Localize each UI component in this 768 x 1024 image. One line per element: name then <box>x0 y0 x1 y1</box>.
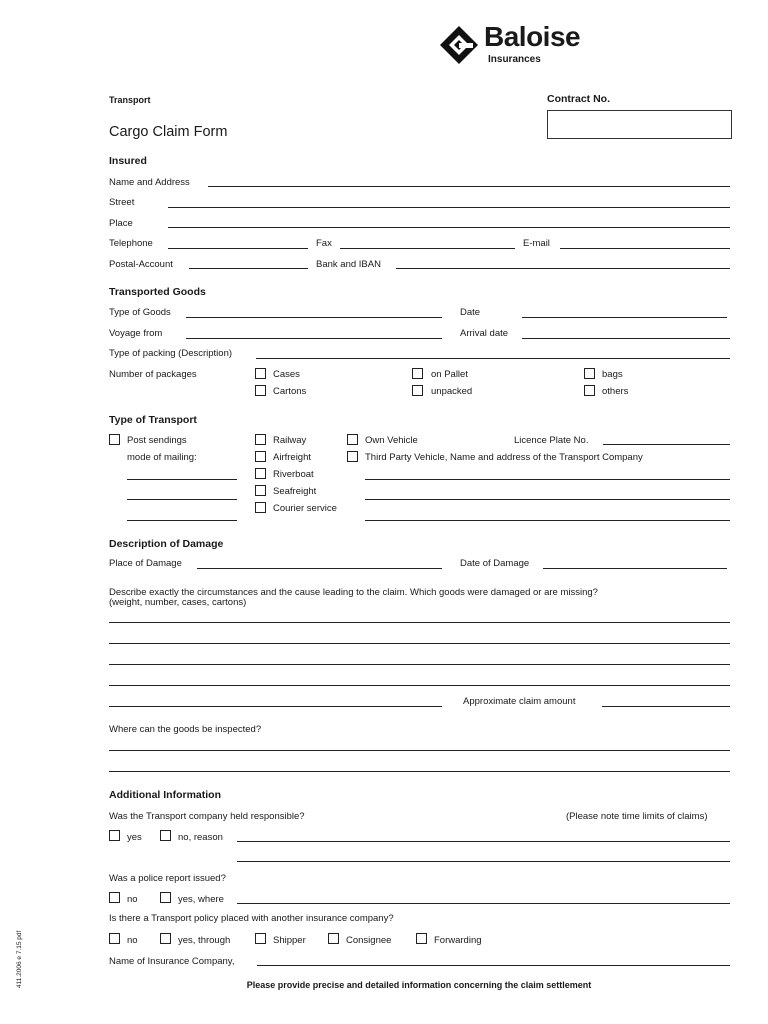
postal-account-field[interactable] <box>189 268 308 269</box>
licence-plate-field[interactable] <box>603 444 730 445</box>
name-address-label: Name and Address <box>109 177 190 188</box>
email-label: E-mail <box>523 238 550 249</box>
q3-no-label: no <box>127 935 138 946</box>
forwarding-checkbox[interactable] <box>416 933 427 944</box>
post-sendings-label: Post sendings <box>127 435 187 446</box>
q3-no-checkbox[interactable] <box>109 933 120 944</box>
telephone-label: Telephone <box>109 238 153 249</box>
goods-heading: Transported Goods <box>109 286 206 298</box>
transport-company-field-3[interactable] <box>365 520 730 521</box>
contract-label: Contract No. <box>547 93 610 105</box>
logo-subtitle: Insurances <box>488 54 541 65</box>
description-line-4[interactable] <box>109 685 730 686</box>
own-vehicle-checkbox[interactable] <box>347 434 358 445</box>
place-of-damage-label: Place of Damage <box>109 558 182 569</box>
description-line-2[interactable] <box>109 643 730 644</box>
own-vehicle-label: Own Vehicle <box>365 435 418 446</box>
street-field[interactable] <box>168 207 730 208</box>
form-category: Transport <box>109 95 151 105</box>
q2-label: Was a police report issued? <box>109 873 226 884</box>
type-of-goods-label: Type of Goods <box>109 307 171 318</box>
reason-field-1[interactable] <box>237 841 730 842</box>
page-title: Cargo Claim Form <box>109 124 228 140</box>
form-code: 411.2006 e 7.15 pdf <box>16 930 23 988</box>
mailing-field-3[interactable] <box>127 520 237 521</box>
others-checkbox[interactable] <box>584 385 595 396</box>
airfreight-checkbox[interactable] <box>255 451 266 462</box>
forwarding-label: Forwarding <box>434 935 482 946</box>
reason-field-2[interactable] <box>237 861 730 862</box>
q1-yes-checkbox[interactable] <box>109 830 120 841</box>
arrival-date-label: Arrival date <box>460 328 509 339</box>
railway-checkbox[interactable] <box>255 434 266 445</box>
q1-label: Was the Transport company held responsible? <box>109 811 305 822</box>
cartons-checkbox[interactable] <box>255 385 266 396</box>
description-line-1[interactable] <box>109 622 730 623</box>
unpacked-checkbox[interactable] <box>412 385 423 396</box>
q2-no-label: no <box>127 894 138 905</box>
place-field[interactable] <box>168 227 730 228</box>
description-line-3[interactable] <box>109 664 730 665</box>
description-line-5[interactable] <box>109 706 442 707</box>
others-label: others <box>602 386 629 397</box>
police-report-field[interactable] <box>237 903 730 904</box>
shipper-label: Shipper <box>273 935 306 946</box>
on-pallet-label: on Pallet <box>431 369 468 380</box>
fax-label: Fax <box>316 238 332 249</box>
unpacked-label: unpacked <box>431 386 473 397</box>
additional-heading: Additional Information <box>109 789 221 801</box>
fax-field[interactable] <box>340 248 515 249</box>
damage-heading: Description of Damage <box>109 538 224 550</box>
q3-yes-checkbox[interactable] <box>160 933 171 944</box>
voyage-from-field[interactable] <box>186 338 442 339</box>
goods-date-field[interactable] <box>522 317 727 318</box>
riverboat-label: Riverboat <box>273 469 314 480</box>
bank-iban-field[interactable] <box>396 268 730 269</box>
logo-brand: Baloise <box>484 21 581 52</box>
name-address-field[interactable] <box>208 186 730 187</box>
bank-iban-label: Bank and IBAN <box>316 259 381 270</box>
packing-label: Type of packing (Description) <box>109 348 233 359</box>
email-field[interactable] <box>560 248 730 249</box>
airfreight-label: Airfreight <box>273 452 312 463</box>
riverboat-checkbox[interactable] <box>255 468 266 479</box>
mailing-field-1[interactable] <box>127 479 237 480</box>
place-label: Place <box>109 218 133 229</box>
footer-note: Please provide precise and detailed information concerning the claim settlement <box>246 980 592 990</box>
date-of-damage-field[interactable] <box>543 568 727 569</box>
arrival-date-field[interactable] <box>522 338 730 339</box>
inspect-line-1[interactable] <box>109 750 730 751</box>
railway-label: Railway <box>273 435 307 446</box>
q2-yes-checkbox[interactable] <box>160 892 171 903</box>
telephone-field[interactable] <box>168 248 308 249</box>
courier-service-label: Courier service <box>273 503 337 514</box>
describe-instruction-detail: (weight, number, cases, cartons) <box>109 597 247 608</box>
voyage-from-label: Voyage from <box>109 328 163 339</box>
seafreight-checkbox[interactable] <box>255 485 266 496</box>
contract-number-field[interactable] <box>547 110 732 139</box>
packing-field[interactable] <box>256 358 730 359</box>
postal-account-label: Postal-Account <box>109 259 173 270</box>
transport-heading: Type of Transport <box>109 414 197 426</box>
date-of-damage-label: Date of Damage <box>460 558 530 569</box>
q2-yes-label: yes, where <box>178 894 224 905</box>
baloise-logo <box>438 22 608 66</box>
insured-heading: Insured <box>109 155 147 167</box>
baloise-diamond-icon <box>438 24 480 66</box>
bags-checkbox[interactable] <box>584 368 595 379</box>
cases-checkbox[interactable] <box>255 368 266 379</box>
consignee-checkbox[interactable] <box>328 933 339 944</box>
goods-date-label: Date <box>460 307 481 318</box>
licence-plate-label: Licence Plate No. <box>514 435 589 446</box>
transport-company-field-2[interactable] <box>365 499 730 500</box>
mailing-field-2[interactable] <box>127 499 237 500</box>
third-party-label: Third Party Vehicle, Name and address of the Transport Company <box>365 452 643 463</box>
q1-no-checkbox[interactable] <box>160 830 171 841</box>
inspect-line-2[interactable] <box>109 771 730 772</box>
insurer-name-field[interactable] <box>257 965 730 966</box>
third-party-checkbox[interactable] <box>347 451 358 462</box>
cartons-label: Cartons <box>273 386 307 397</box>
post-sendings-checkbox[interactable] <box>109 434 120 445</box>
time-limits-note: (Please note time limits of claims) <box>566 811 708 822</box>
packages-label: Number of packages <box>109 369 197 380</box>
inspect-label: Where can the goods be inspected? <box>109 724 262 735</box>
shipper-checkbox[interactable] <box>255 933 266 944</box>
q1-yes-label: yes <box>127 832 142 843</box>
bags-label: bags <box>602 369 623 380</box>
transport-company-field-1[interactable] <box>365 479 730 480</box>
q2-no-checkbox[interactable] <box>109 892 120 903</box>
on-pallet-checkbox[interactable] <box>412 368 423 379</box>
q3-yes-label: yes, through <box>178 935 231 946</box>
insurer-name-label: Name of Insurance Company, <box>109 956 235 967</box>
claim-amount-field[interactable] <box>602 706 730 707</box>
place-of-damage-field[interactable] <box>197 568 442 569</box>
cases-label: Cases <box>273 369 300 380</box>
consignee-label: Consignee <box>346 935 392 946</box>
describe-instruction: Describe exactly the circumstances and the cause leading to the claim. Which goods were damaged or are missing? <box>109 587 598 598</box>
street-label: Street <box>109 197 135 208</box>
q1-no-label: no, reason <box>178 832 223 843</box>
q3-label: Is there a Transport policy placed with another insurance company? <box>109 913 394 924</box>
mode-of-mailing-label: mode of mailing: <box>127 452 197 463</box>
type-of-goods-field[interactable] <box>186 317 442 318</box>
seafreight-label: Seafreight <box>273 486 317 497</box>
claim-amount-label: Approximate claim amount <box>463 696 576 707</box>
courier-service-checkbox[interactable] <box>255 502 266 513</box>
